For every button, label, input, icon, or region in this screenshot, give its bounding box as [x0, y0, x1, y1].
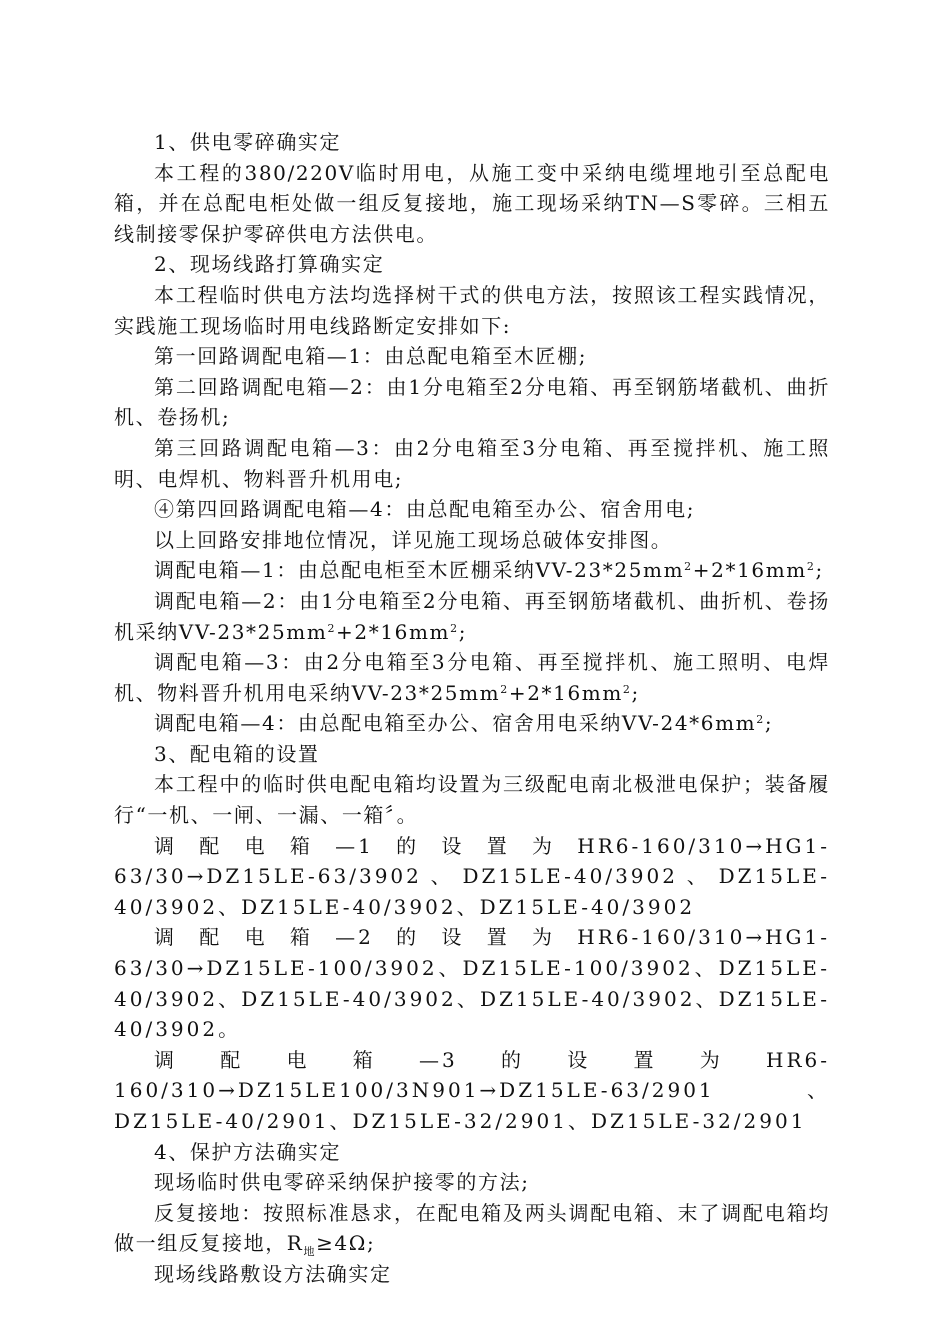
superscript-2: 2 — [756, 713, 765, 727]
paragraph-line-laying: 现场线路敷设方法确实定 — [154, 1261, 392, 1286]
paragraph-protection-zero: 现场临时供电零碎采纳保护接零的方法; — [154, 1170, 530, 1195]
cable-text-c: ; — [815, 558, 824, 583]
cable-text-c: ; — [631, 680, 640, 705]
section-heading-protection: 4、保护方法确实定 — [154, 1139, 342, 1164]
paragraph-circuit-1: 第一回路调配电箱—1：由总配电箱至木匠棚; — [154, 344, 588, 369]
cable-text-b: +2*16mm — [508, 680, 623, 705]
superscript-2: 2 — [327, 621, 337, 635]
cable-text-b: +2*16mm — [692, 558, 807, 583]
paragraph-circuit-3: 第三回路调配电箱—3：由2分电箱至3分电箱、再至搅拌机、施工照明、电焊机、物料晋升机用电; — [114, 435, 830, 491]
section-heading-power-system: 1、供电零碎确实定 — [154, 130, 342, 154]
paragraph-cable-box-1 — [114, 555, 830, 586]
paragraph-cable-box-2 — [114, 586, 830, 647]
paragraph-line-plan: 本工程临时供电方法均选择树干式的供电方法，按照该工程实践情况，实践施工现场临时用电线路断定安排如下: — [114, 282, 830, 338]
paragraph-box-2-config: 调配电箱—2的设置为HR6-160/310→HG1-63/30→DZ15LE-100/3902、DZ15LE-100/3902、DZ15LE-40/3902、DZ15LE-40/3902、DZ15LE-40/3902、DZ15LE-40/3902。 — [114, 925, 830, 1042]
superscript-2: 2 — [500, 682, 509, 696]
section-heading-line-plan: 2、现场线路打算确实定 — [154, 252, 385, 277]
cable-text-c: ; — [458, 619, 468, 644]
paragraph-three-level: 本工程中的临时供电配电箱均设置为三级配电南北极泄电保护；装备履行“一机、一闸、一漏、一箱〞。 — [114, 772, 830, 828]
paragraph-repeat-grounding — [114, 1198, 830, 1259]
superscript-2: 2 — [684, 560, 693, 574]
paragraph-circuit-4: ④第四回路调配电箱—4：由总配电箱至办公、宿舍用电; — [154, 497, 696, 522]
paragraph-circuit-2: 第二回路调配电箱—2：由1分电箱至2分电箱、再至钢筋堵截机、曲折机、卷扬机; — [114, 374, 830, 430]
grounding-text-a: 反复接地：按照标准恳求，在配电箱及两头调配电箱、末了调配电箱均做一组反复接地，R — [114, 1200, 830, 1256]
section-heading-distribution-box: 3、配电箱的设置 — [154, 741, 320, 766]
cable-text-a: 调配电箱—1：由总配电柜至木匠棚采纳VV-23*25mm — [154, 558, 685, 583]
cable-text-c: ; — [764, 711, 774, 736]
paragraph-layout-note: 以上回路安排地位情况，详见施工现场总破体安排图。 — [154, 527, 673, 552]
cable-text-a: 调配电箱—3：由2分电箱至3分电箱、再至搅拌机、施工照明、电焊机、物料晋升机用电采纳VV-23*25mm — [114, 650, 830, 705]
superscript-2: 2 — [622, 682, 632, 696]
superscript-2: 2 — [806, 560, 816, 574]
paragraph-cable-box-3 — [114, 647, 830, 708]
paragraph-cable-box-4 — [114, 708, 830, 739]
cable-text-a: 调配电箱—2：由1分电箱至2分电箱、再至钢筋堵截机、曲折机、卷扬机采纳VV-23*25mm — [114, 588, 830, 644]
cable-text-b: +2*16mm — [336, 619, 451, 644]
cable-text-a: 调配电箱—4：由总配电箱至办公、宿舍用电采纳VV-24*6mm — [154, 711, 757, 736]
document-page — [114, 127, 830, 1290]
grounding-text-c: ≥4Ω; — [316, 1231, 376, 1256]
paragraph-power-supply: 本工程的380/220V临时用电，从施工变中采纳电缆埋地引至总配电箱，并在总配电柜处做一组反复接地，施工现场采纳TN—S零碎。三相五线制接零保护零碎供电方法供电。 — [114, 160, 830, 246]
paragraph-box-3-config: 调配电箱—3的设置为HR6-160/310→DZ15LE100/3N901→DZ15LE-63/2901、DZ15LE-40/2901、DZ15LE-32/2901、DZ15LE-32/2901 — [114, 1047, 830, 1133]
paragraph-box-1-config: 调配电箱—1的设置为HR6-160/310→HG1-63/30→DZ15LE-63/3902、DZ15LE-40/3902、DZ15LE-40/3902、DZ15LE-40/3902、DZ15LE-40/3902 — [114, 833, 830, 919]
superscript-2: 2 — [450, 621, 459, 635]
subscript-ground: 地 — [303, 1245, 317, 1259]
